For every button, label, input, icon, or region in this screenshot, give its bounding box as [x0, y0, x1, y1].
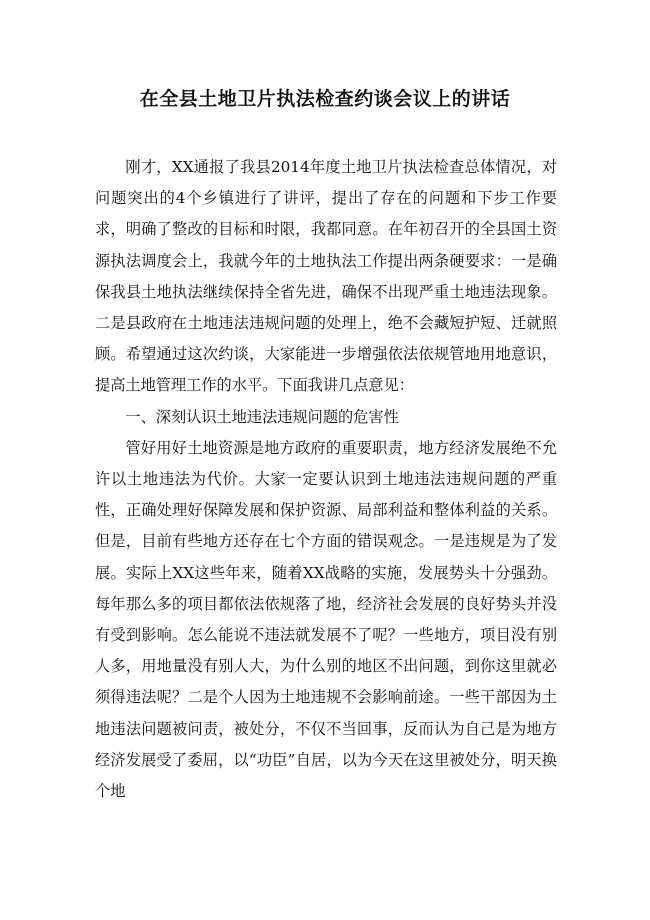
section-heading-1: 一、深刻认识土地违法违规问题的危害性	[125, 407, 399, 426]
document-body	[95, 152, 557, 807]
document-title: 在全县土地卫片执法检查约谈会议上的讲话	[139, 88, 511, 110]
paragraph-intro: 刚才，XX通报了我县2014年度土地卫片执法检查总体情况，对问题突出的4个乡镇进行了讲评，提出了存在的问题和下步工作要求，明确了整改的目标和时限，我都同意。在年初召开的全县国土资源执法调度会上，我就今年的土地执法工作提出两条硬要求：一是确保我县土地执法继续保持全省先进，确保不出现严重土地违法现象。二是县政府在土地违法违规问题的处理上，绝不会藏短护短、迁就照顾。希望通过这次约谈，大家能进一步增强依法依规管地用地意识，提高土地管理工作的水平。下面我讲几点意见：	[95, 158, 557, 395]
paragraph-section-1: 管好用好土地资源是地方政府的重要职责，地方经济发展绝不允许以土地违法为代价。大家一定要认识到土地违法违规问题的严重性，正确处理好保障发展和保护资源、局部利益和整体利益的关系。但是，目前有些地方还存在七个方面的错误观念。一是违规是为了发展。实际上XX这些年来，随着XX战略的实施，发展势头十分强劲。每年那么多的项目都依法依规落了地，经济社会发展的良好势头并没有受到影响。怎么能说不违法就发展不了呢？一些地方，项目没有别人多，用地量没有别人大，为什么别的地区不出问题，到你这里就必须得违法呢？二是个人因为土地违规不会影响前途。一些干部因为土地违法问题被问责，被处分，不仅不当回事，反而认为自己是为地方经济发展受了委屈，以“功臣”自居，以为今天在这里被处分，明天换个地	[95, 438, 557, 801]
